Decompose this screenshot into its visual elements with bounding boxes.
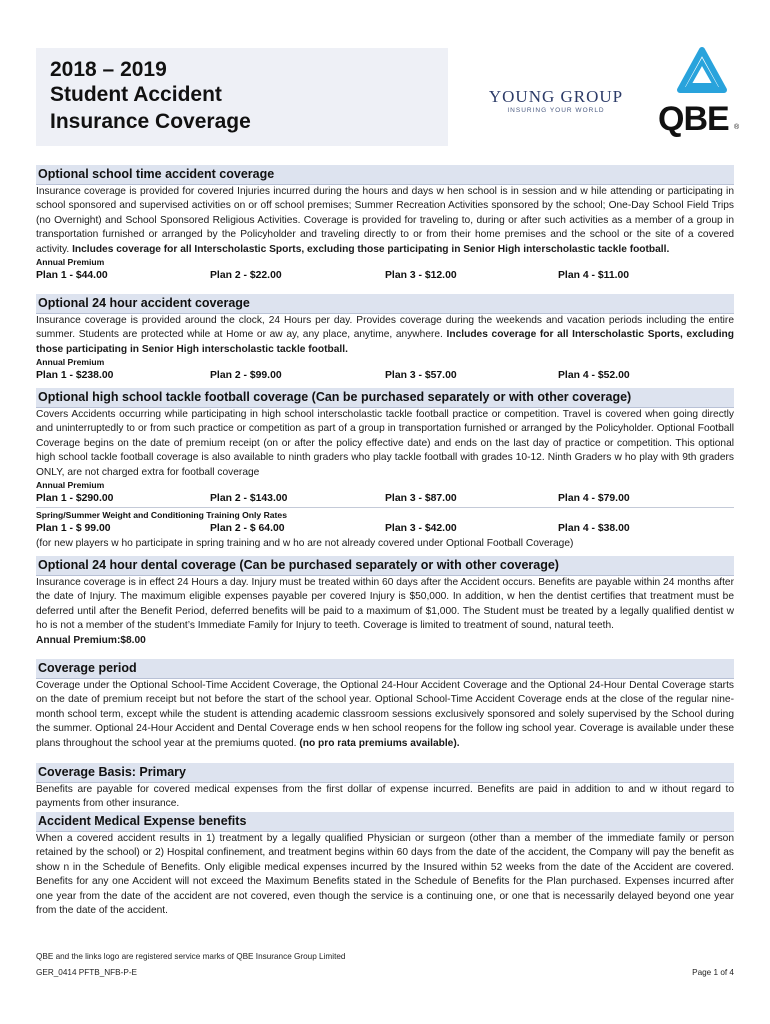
plan-2: Plan 2 - $99.00 — [210, 370, 282, 382]
premium-label: Annual Premium — [36, 257, 105, 268]
plan-4: Plan 4 - $79.00 — [558, 493, 630, 505]
body-bold-text: Includes coverage for all Interscholastic Sports, excluding those participating in Senior High interscholastic tackle football. — [36, 329, 734, 355]
body-text: Coverage under the Optional School-Time Accident Coverage, the Optional 24-Hour Accident Coverage and the Optional 24-Hour Dental Coverage starts on the date of premium receipt but not before the start of the school year. Optional School-Time Accident Coverage ends at the close of the regular nine-month school term, except while the student is attending academic classroom sessions exclusively sponsored and solely supervised by the School during the summer. Optional 24-Hour Accident and Dental Coverage ends w hen school reopens for the follow ing school year. Coverage is available under these plans throughout the school year at the premiums quoted. — [36, 680, 734, 749]
title-years: 2018 – 2019 — [50, 58, 167, 81]
section-football — [36, 388, 734, 551]
section-body: When a covered accident results in 1) treatment by a legally qualified Physician or surgeon (other than a member of the immediate family or person retained by the school) or 2) Hospital confinement, and treatment begins within 60 days from the date of the accident, the Company will pay the benefit as show n in the Schedule of Benefits. Only eligible medical expenses incurred by the Insured within 52 weeks from the date of the Accident are covered. Benefits for any one Accident will not exceed the Maximum Benefits stated in the Schedule of Benefits for the Plan purchased. Expenses incurred after one year from the date of the accident are not covered, even though the service is a continuing one, or one that is necessarily delayed beyond one year from the date of the accident. — [36, 833, 734, 917]
qbe-registered-mark: ® — [734, 124, 740, 131]
section-heading: Accident Medical Expense benefits — [36, 812, 734, 832]
plan-1: Plan 1 - $238.00 — [36, 370, 114, 382]
section-body: Insurance coverage is in effect 24 Hours a day. Injury must be treated within 60 days after the Accident occurs. Benefits are payable within 24 months after the date of Injury. The maximum eligible expenses payable per covered Injury is $50,000. In addition, w hen the dentist certifies that treatment must be deferred until after the Benefit Period, deferred benefits will be paid to a maximum of $1,000. The Student must be treated by a legally qualified dentist w ho is not a member of the student’s Immediate Family for Injury to teeth. Coverage is limited to treatment of sound, natural teeth. — [36, 577, 734, 632]
body-bold-text: Includes coverage for all Interscholastic Sports, excluding those participating in Senior High interscholastic tackle football. — [72, 243, 670, 255]
plan-row — [36, 368, 734, 384]
premium-label: Annual Premium — [36, 357, 105, 368]
premium-label: Annual Premium — [36, 480, 105, 491]
section-body — [36, 185, 734, 257]
footer-trademark: QBE and the links logo are registered service marks of QBE Insurance Group Limited — [36, 952, 346, 961]
section-24-hour — [36, 294, 734, 384]
spring-plan-4: Plan 4 - $38.00 — [558, 523, 630, 535]
spring-plan-2: Plan 2 - $ 64.00 — [210, 523, 285, 535]
section-body: Benefits are payable for covered medical expenses from the first dollar of expense incurred. Benefits are paid in addition to and w ithout regard to payments from other insurance. — [36, 784, 734, 810]
section-body — [36, 314, 734, 357]
plan-4: Plan 4 - $52.00 — [558, 370, 630, 382]
section-heading: Optional 24 hour accident coverage — [36, 294, 734, 314]
spring-plan-3: Plan 3 - $42.00 — [385, 523, 457, 535]
section-dental — [36, 556, 734, 648]
plan-1: Plan 1 - $44.00 — [36, 270, 108, 282]
plan-2: Plan 2 - $22.00 — [210, 270, 282, 282]
young-group-logo — [472, 88, 640, 122]
young-group-tagline: INSURING YOUR WORLD — [507, 107, 605, 114]
section-coverage-period — [36, 659, 734, 751]
section-heading: Optional school time accident coverage — [36, 165, 734, 185]
section-medical-expense — [36, 812, 734, 918]
title-student-accident: Student Accident — [50, 83, 222, 106]
body-bold-text: (no pro rata premiums available). — [299, 737, 460, 749]
dental-premium: Annual Premium:$8.00 — [36, 634, 146, 646]
plan-3: Plan 3 - $87.00 — [385, 493, 457, 505]
plan-2: Plan 2 - $143.00 — [210, 493, 288, 505]
qbe-wordmark: QBE — [658, 100, 729, 138]
section-heading: Optional high school tackle football coverage (Can be purchased separately or with other coverage) — [36, 388, 734, 408]
section-body — [36, 679, 734, 751]
body-text: Insurance coverage is provided for covered Injuries incurred during the hours and days w hen school is in session and w hile attending or participating in school sponsored and supervised activities on or off school premises; Summer Recreation Activities sponsored by the school; One-Day School Field Trips (no Overnight) and School Sponsored Religious Activities. Coverage is provided for traveling to, during or after such activities as a member of a group in transportation furnished or arranged by the Policyholder and traveling directly to or from their home premises and the school or the site of a covered activity. — [36, 186, 734, 255]
title-box — [36, 48, 448, 146]
spring-rates-label: Spring/Summer Weight and Conditioning Training Only Rates — [36, 510, 287, 521]
spring-note: (for new players w ho participate in spring training and w ho are not already covered under Optional Football Coverage) — [36, 538, 574, 550]
plan-row — [36, 491, 734, 507]
page-number: Page 1 of 4 — [692, 968, 734, 977]
section-coverage-basis — [36, 763, 734, 812]
section-school-time — [36, 165, 734, 284]
plan-3: Plan 3 - $12.00 — [385, 270, 457, 282]
section-heading: Coverage period — [36, 659, 734, 679]
section-body: Covers Accidents occurring while participating in high school interscholastic tackle football practice or competition. Travel is covered when going directly and uninterruptedly to or from such practice or competition as part of a group in transportation furnished or arranged by the Policyholder. Optional Football Coverage begins on the date of premium receipt (on or after the policy effective date) and ends on the last day of practice or competition. This optional high school tackle football coverage is also available to ninth graders who play tackle football with grades 10-12. Ninth Graders w ho play with 9th graders ONLY, are not charged extra for football coverage — [36, 409, 734, 478]
spring-plan-1: Plan 1 - $ 99.00 — [36, 523, 111, 535]
plan-row — [36, 268, 734, 284]
young-group-name: YOUNG GROUP — [488, 87, 624, 106]
spring-plan-row — [36, 521, 734, 537]
plan-3: Plan 3 - $57.00 — [385, 370, 457, 382]
title-insurance-coverage: Insurance Coverage — [50, 110, 251, 133]
plan-4: Plan 4 - $11.00 — [558, 270, 630, 282]
section-heading: Optional 24 hour dental coverage (Can be purchased separately or with other coverage) — [36, 556, 734, 576]
qbe-links-icon — [672, 44, 732, 104]
body-text: Insurance coverage is provided around the clock, 24 Hours per day. Provides coverage during the weekends and vacation periods including the entire summer. Students are protected while at Home or aw ay, any place, anytime, anywhere. — [36, 315, 734, 341]
footer-form-code: GER_0414 PFTB_NFB-P-E — [36, 968, 138, 977]
plan-1: Plan 1 - $290.00 — [36, 493, 114, 505]
section-heading: Coverage Basis: Primary — [36, 763, 734, 783]
